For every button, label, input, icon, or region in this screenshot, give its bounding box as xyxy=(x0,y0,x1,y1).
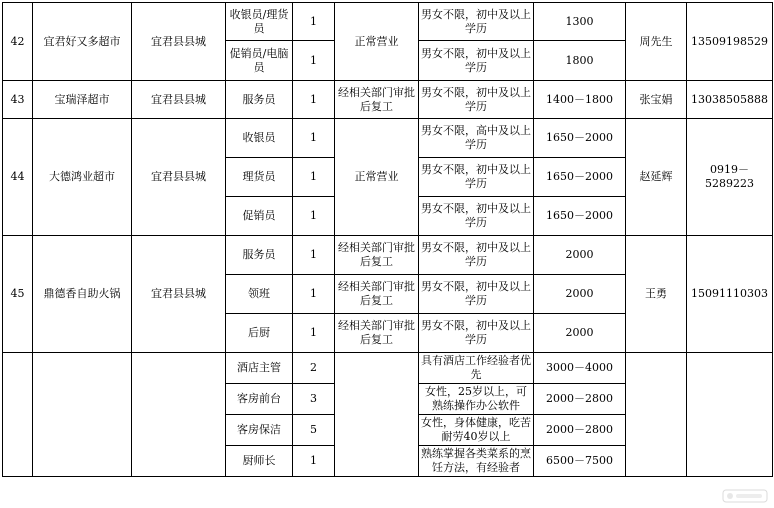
job-title: 服务员 xyxy=(226,236,293,275)
job-title: 理货员 xyxy=(226,158,293,197)
business-status: 经相关部门审批后复工 xyxy=(335,236,419,275)
location: 宜君县县城 xyxy=(132,81,226,119)
job-title: 促销员/电脑员 xyxy=(226,41,293,81)
phone-number: 15091110303 xyxy=(687,236,773,353)
job-title: 收银员 xyxy=(226,119,293,158)
requirements: 男女不限，初中及以上学历 xyxy=(419,158,534,197)
headcount: 1 xyxy=(293,275,335,314)
contact-person: 赵延辉 xyxy=(626,119,687,236)
row-number xyxy=(3,353,33,477)
salary: 1300 xyxy=(534,3,626,41)
requirements: 男女不限，初中及以上学历 xyxy=(419,3,534,41)
requirements: 男女不限，初中及以上学历 xyxy=(419,314,534,353)
salary: 2000－2800 xyxy=(534,415,626,446)
company-name: 大德鸿业超市 xyxy=(33,119,132,236)
table-row xyxy=(3,3,773,41)
salary: 1650－2000 xyxy=(534,119,626,158)
company-name: 宝瑞泽超市 xyxy=(33,81,132,119)
job-title: 客房前台 xyxy=(226,384,293,415)
job-title: 酒店主管 xyxy=(226,353,293,384)
requirements: 女性，25岁以上，可熟练操作办公软件 xyxy=(419,384,534,415)
row-number: 43 xyxy=(3,81,33,119)
table-row xyxy=(3,119,773,158)
location: 宜君县县城 xyxy=(132,236,226,353)
headcount: 5 xyxy=(293,415,335,446)
job-title: 领班 xyxy=(226,275,293,314)
location: 宜君县县城 xyxy=(132,3,226,81)
business-status xyxy=(335,353,419,477)
table-row xyxy=(3,353,773,384)
requirements: 男女不限，初中及以上学历 xyxy=(419,275,534,314)
headcount: 1 xyxy=(293,236,335,275)
location: 宜君县县城 xyxy=(132,119,226,236)
salary: 2000 xyxy=(534,275,626,314)
requirements: 男女不限，初中及以上学历 xyxy=(419,81,534,119)
requirements: 具有酒店工作经验者优先 xyxy=(419,353,534,384)
headcount: 1 xyxy=(293,119,335,158)
headcount: 3 xyxy=(293,384,335,415)
job-title: 服务员 xyxy=(226,81,293,119)
phone-number: 0919－5289223 xyxy=(687,119,773,236)
salary: 2000 xyxy=(534,314,626,353)
business-status: 正常营业 xyxy=(335,3,419,81)
company-name xyxy=(33,353,132,477)
location xyxy=(132,353,226,477)
salary: 1800 xyxy=(534,41,626,81)
job-title: 厨师长 xyxy=(226,446,293,477)
company-name: 宜君好又多超市 xyxy=(33,3,132,81)
job-title: 收银员/理货员 xyxy=(226,3,293,41)
headcount: 1 xyxy=(293,314,335,353)
headcount: 1 xyxy=(293,41,335,81)
business-status: 正常营业 xyxy=(335,119,419,236)
table-row xyxy=(3,236,773,275)
requirements: 男女不限，初中及以上学历 xyxy=(419,41,534,81)
requirements: 女性，身体健康，吃苦耐劳40岁以上 xyxy=(419,415,534,446)
headcount: 1 xyxy=(293,446,335,477)
job-title: 促销员 xyxy=(226,197,293,236)
headcount: 1 xyxy=(293,81,335,119)
salary: 2000 xyxy=(534,236,626,275)
headcount: 1 xyxy=(293,3,335,41)
phone-number xyxy=(687,353,773,477)
contact-person: 周先生 xyxy=(626,3,687,81)
company-name: 鼎德香自助火锅 xyxy=(33,236,132,353)
contact-person xyxy=(626,353,687,477)
business-status: 经相关部门审批后复工 xyxy=(335,275,419,314)
business-status: 经相关部门审批后复工 xyxy=(335,81,419,119)
job-title: 客房保洁 xyxy=(226,415,293,446)
salary: 1400－1800 xyxy=(534,81,626,119)
table-row xyxy=(3,81,773,119)
requirements: 男女不限，高中及以上学历 xyxy=(419,119,534,158)
salary: 6500－7500 xyxy=(534,446,626,477)
job-listing-table xyxy=(2,2,773,477)
headcount: 1 xyxy=(293,197,335,236)
salary: 1650－2000 xyxy=(534,197,626,236)
requirements: 男女不限，初中及以上学历 xyxy=(419,197,534,236)
requirements: 男女不限，初中及以上学历 xyxy=(419,236,534,275)
row-number: 45 xyxy=(3,236,33,353)
phone-number: 13509198529 xyxy=(687,3,773,81)
salary: 2000－2800 xyxy=(534,384,626,415)
salary: 3000－4000 xyxy=(534,353,626,384)
phone-number: 13038505888 xyxy=(687,81,773,119)
headcount: 1 xyxy=(293,158,335,197)
row-number: 42 xyxy=(3,3,33,81)
row-number: 44 xyxy=(3,119,33,236)
headcount: 2 xyxy=(293,353,335,384)
business-status: 经相关部门审批后复工 xyxy=(335,314,419,353)
contact-person: 张宝娟 xyxy=(626,81,687,119)
watermark-logo xyxy=(722,488,768,504)
requirements: 熟练掌握各类菜系的烹饪方法，有经验者 xyxy=(419,446,534,477)
contact-person: 王勇 xyxy=(626,236,687,353)
job-title: 后厨 xyxy=(226,314,293,353)
salary: 1650－2000 xyxy=(534,158,626,197)
